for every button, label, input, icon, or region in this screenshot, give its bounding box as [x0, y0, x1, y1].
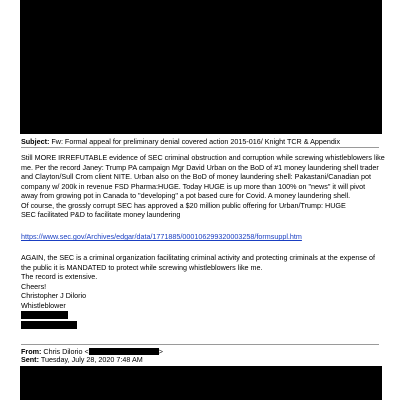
body-line: Of course, the grossly corrupt SEC has approved a $20 million public offering for Urban/Trump: HUGE: [21, 200, 346, 210]
redacted-signature-line: [21, 311, 68, 319]
subject-text: Fw: Formal appeal for preliminary denial covered action 2015-016/ Knight TCR & Appendix: [51, 137, 341, 146]
from-label: From:: [21, 347, 42, 356]
body-line: SEC facilitated P&D to facilitate money laundering: [21, 210, 181, 219]
subject-label: Subject:: [21, 137, 50, 146]
body-line: and Clayton/Sull Crom client NITE. Urban also on the BoD of money laundering shell: Pakastani/Canadian pot: [21, 172, 371, 181]
divider: [21, 147, 379, 148]
redacted-footer-block: [20, 366, 382, 400]
from-end: >: [158, 347, 163, 356]
sent-line: [21, 355, 143, 364]
sent-value: Tuesday, July 28, 2020 7:48 AM: [40, 355, 143, 364]
link-line: [21, 232, 302, 241]
body-line: the public it is MANDATED to protect while screwing whistleblowers like me.: [21, 262, 263, 272]
redacted-header-block: [20, 0, 382, 134]
from-name: Chris Dilorio <: [43, 347, 89, 356]
email-body-paragraph-2: [21, 253, 381, 310]
redacted-signature-line: [21, 321, 77, 329]
body-line: Cheers!: [21, 281, 47, 291]
body-line: AGAIN, the SEC is a criminal organization facilitating criminal activity and protecting criminals at the expense of: [21, 253, 375, 262]
body-line: Still MORE IRREFUTABLE evidence of SEC criminal obstruction and corruption while screwing whistleblowers like: [21, 153, 385, 162]
sec-filing-link[interactable]: https://www.sec.gov/Archives/edgar/data/1771885/000106299320003258/formsuppl.htm: [21, 232, 302, 241]
body-line: away from growing pot in Canada to "developing" a pot based cure for Covid. A money laundering shell.: [21, 191, 351, 200]
body-line: me. Per the record Janey: Trump PA campaign Mgr David Urban on the BoD of #1 money laundering shell trader: [21, 162, 379, 172]
body-line: company w/ 200k in revenue FSD Pharma:HUGE. Today HUGE is up more than 100% on "news" it will pivot: [21, 181, 366, 191]
divider: [21, 344, 379, 345]
body-line: The record is extensive.: [21, 272, 98, 281]
signature-title: Whistleblower: [21, 300, 66, 310]
email-body-paragraph-1: [21, 153, 385, 220]
sent-label: Sent:: [21, 355, 39, 364]
signature-name: Christopher J Dilorio: [21, 291, 87, 300]
redacted-email-address: [89, 348, 159, 355]
subject-line: [21, 137, 340, 146]
